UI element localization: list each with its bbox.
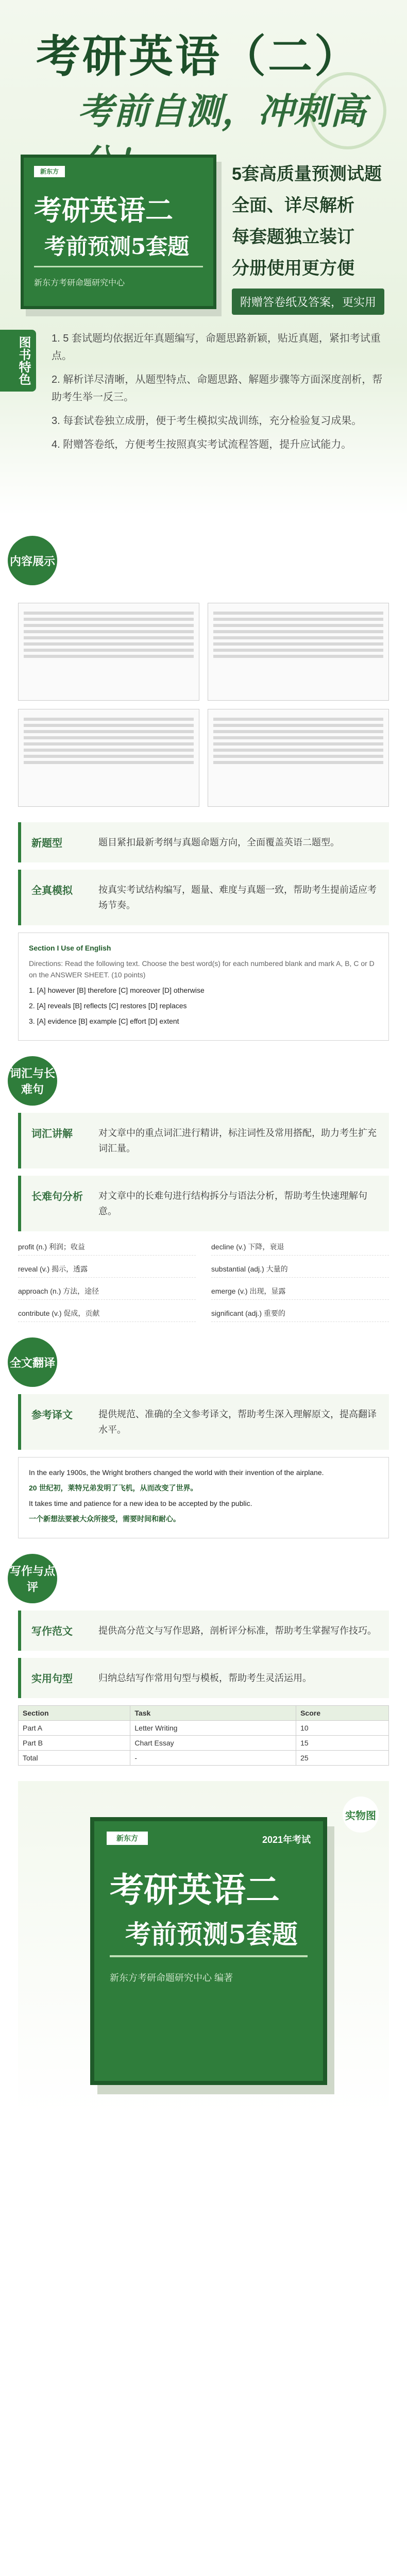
footer-book-author: 新东方考研命题研究中心 编著 [110,1973,233,1983]
sheet-line: It takes time and patience for a new idea to be accepted by the public. [29,1499,252,1507]
vocab-item: profit (n.) 利润；收益 [18,1239,196,1256]
table-cell: 15 [296,1736,389,1751]
footer-book-section [18,1781,389,2116]
explain-block [18,822,389,862]
section-tag: 词汇与长难句 [8,1056,57,1106]
section-vocab [9,1056,389,1322]
sheet-line: Directions: Read the following text. Choose the best word(s) for each numbered blank and mark A, B, C or D on the ANSWER SHEET. (10 points) [29,959,375,979]
hero [0,0,407,515]
paper-thumbnail [208,709,389,807]
vocab-item: decline (v.) 下降，衰退 [211,1239,389,1256]
footer-book-title: 考研英语二 [110,1870,280,1910]
table-cell: Chart Essay [130,1736,296,1751]
sheet-line: 20 世纪初，莱特兄弟发明了飞机，从而改变了世界。 [29,1484,198,1492]
book-cover [21,155,216,309]
translation-sheet [18,1457,389,1538]
sheet-line: 3. [A] evidence [B] example [C] effort [D] extent [29,1017,179,1025]
hero-slogan: 考前自测，冲刺高 [77,90,366,132]
hero-features [232,160,392,285]
section-tag: 写作与点评 [8,1554,57,1603]
vocab-item: emerge (v.) 出现，显露 [211,1283,389,1300]
hero-badge: 附赠答卷纸及答案，更实用 [232,289,384,315]
explain-block [18,1658,389,1698]
vocab-item: contribute (v.) 促成，贡献 [18,1305,196,1322]
vocab-item: approach (n.) 方法，途径 [18,1283,196,1300]
table-row [19,1721,389,1736]
table-header: Section [19,1706,130,1721]
table-cell: Part B [19,1736,130,1751]
feature-item: 全面、详尽解析 [232,196,354,215]
explain-block [18,1113,389,1168]
exam-sheet [18,933,389,1041]
book-divider [110,1955,308,1957]
explain-text: 提供规范、准确的全文参考译文，帮助考生深入理解原文，提高翻译水平。 [98,1409,377,1435]
feature-item: 每套题独立装订 [232,227,354,247]
table-cell: - [130,1751,296,1766]
paper-thumbnail [18,603,199,701]
explain-text: 提供高分范文与写作思路，剖析评分标准，帮助考生掌握写作技巧。 [98,1625,377,1636]
explain-label: 实用句型 [31,1673,73,1685]
hero-title: 考研英语（二） [36,30,361,82]
table-header: Task [130,1706,296,1721]
section-writing [9,1554,389,1766]
explain-text: 对文章中的长难句进行结构拆分与语法分析，帮助考生快速理解句意。 [98,1191,367,1216]
explain-text: 归纳总结写作常用句型与模板，帮助考生灵活运用。 [98,1673,312,1683]
table-cell: Part A [19,1721,130,1736]
explain-label: 新题型 [31,838,62,849]
book-divider [34,266,203,267]
section-tag-features: 图书特色 [0,330,36,392]
table-cell: 25 [296,1751,389,1766]
sheet-line: Section I Use of English [29,944,111,952]
table-cell: Total [19,1751,130,1766]
explain-label: 全真模拟 [31,885,73,896]
sheet-line: 2. [A] reveals [B] reflects [C] restores [D] replaces [29,1002,187,1010]
decorative-circle [309,72,386,149]
sheet-line: 1. [A] however [B] therefore [C] moreover [D] otherwise [29,986,205,994]
table-cell: Letter Writing [130,1721,296,1736]
section-content-display [9,536,389,1041]
feature-list [52,330,386,460]
book-title: 考研英语二 [34,194,173,227]
vocab-item: reveal (v.) 揭示，透露 [18,1261,196,1278]
table-header: Score [296,1706,389,1721]
footer-book-subtitle: 考前预测5套题 [125,1919,298,1950]
feature-list-item: 4. 附赠答卷纸，方便考生按照真实考试流程答题，提升应试能力。 [52,439,352,450]
explain-label: 词汇讲解 [31,1128,73,1140]
explain-text: 按真实考试结构编写，题量、难度与真题一致，帮助考生提前适应考场节奏。 [98,885,377,910]
explain-block [18,1611,389,1651]
paper-thumbnail [18,709,199,807]
explain-text: 对文章中的重点词汇进行精讲，标注词性及常用搭配，助力考生扩充词汇量。 [98,1128,377,1154]
explain-label: 写作范文 [31,1626,73,1637]
feature-item: 5套高质量预测试题 [232,164,382,184]
table-row [19,1736,389,1751]
explain-block [18,1394,389,1450]
explain-block [18,870,389,925]
explain-label: 参考译文 [31,1410,73,1421]
footer-book-cover [90,1817,327,2085]
book-footer: 新东方考研命题研究中心 [34,279,125,287]
section-translation [9,1337,389,1538]
paper-thumbnail [208,603,389,701]
book-subtitle: 考前预测5套题 [44,234,190,259]
section-tag: 内容展示 [8,536,57,585]
content [0,515,407,2116]
footer-tag: 实物图 [343,1797,379,1833]
explain-text: 题目紧扣最新考纲与真题命题方向，全面覆盖英语二题型。 [98,837,340,848]
vocab-item: substantial (adj.) 大量的 [211,1261,389,1278]
paper-grid [18,603,389,807]
section-tag: 全文翻译 [8,1337,57,1387]
feature-list-item: 2. 解析详尽清晰，从题型特点、命题思路、解题步骤等方面深度剖析，帮助考生举一反三。 [52,374,383,403]
score-table [18,1705,389,1766]
publisher-logo: 新东方 [107,1832,148,1845]
sheet-line: In the early 1900s, the Wright brothers changed the world with their invention of the airplane. [29,1468,324,1477]
feature-list-item: 3. 每套试卷独立成册，便于考生模拟实战训练，充分检验复习成果。 [52,415,362,427]
publisher-logo: 新东方 [34,166,65,177]
feature-item: 分册使用更方便 [232,259,354,278]
vocab-item: significant (adj.) 重要的 [211,1305,389,1322]
table-row [19,1751,389,1766]
explain-label: 长难句分析 [31,1191,83,1202]
explain-block [18,1176,389,1231]
exam-year: 2021年考试 [262,1835,311,1845]
vocab-list [18,1239,389,1322]
sheet-line: 一个新想法要被大众所接受，需要时间和耐心。 [29,1515,180,1523]
table-cell: 10 [296,1721,389,1736]
feature-list-item: 1. 5 套试题均依据近年真题编写，命题思路新颖，贴近真题，紧扣考试重点。 [52,333,381,362]
